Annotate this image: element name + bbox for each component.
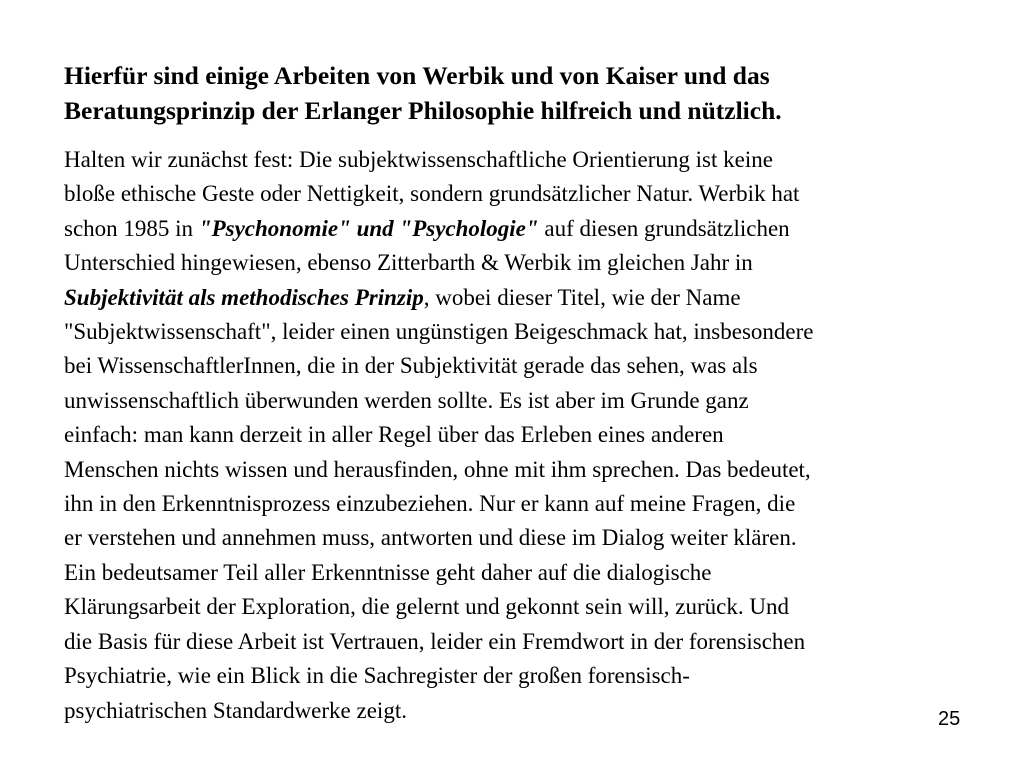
body-line: Klärungsarbeit der Exploration, die gelernt und gekonnt sein will, zurück. Und: [64, 594, 789, 620]
slide-heading: [64, 58, 994, 128]
body-line: [64, 212, 1004, 246]
body-line: psychiatrischen Standardwerke zeigt.: [64, 697, 407, 723]
body-line: einfach: man kann derzeit in aller Regel über das Erleben eines anderen: [64, 422, 724, 448]
body-line: Unterschied hingewiesen, ebenso Zitterbarth & Werbik im gleichen Jahr in: [64, 250, 753, 276]
page-number: 25: [938, 708, 961, 730]
body-line: Halten wir zunächst fest: Die subjektwissenschaftliche Orientierung ist keine: [64, 147, 773, 172]
body-text-segment: schon 1985 in: [64, 215, 199, 241]
body-line: bloße ethische Geste oder Nettigkeit, sondern grundsätzlicher Natur. Werbik hat: [64, 181, 800, 207]
body-line: Menschen nichts wissen und herausfinden, ohne mit ihm sprechen. Das bedeutet,: [64, 456, 811, 482]
body-text-segment: , wobei dieser Titel, wie der Name: [423, 284, 741, 310]
body-line: er verstehen und annehmen muss, antworten und diese im Dialog weiter klären.: [64, 525, 797, 551]
body-paragraph: [64, 143, 1004, 728]
body-line: Ein bedeutsamer Teil aller Erkenntnisse geht daher auf die dialogische: [64, 559, 712, 585]
body-line: bei WissenschaftlerInnen, die in der Subjektivität gerade das sehen, was als: [64, 353, 758, 379]
body-line: [64, 281, 1004, 315]
body-text-segment: auf diesen grundsätzlichen: [538, 215, 790, 241]
body-line: "Subjektwissenschaft", leider einen ungünstigen Beigeschmack hat, insbesondere: [64, 319, 814, 345]
body-line: Psychiatrie, wie ein Blick in die Sachregister der großen forensisch-: [64, 663, 690, 689]
book-title-psychonomie: "Psychonomie" und "Psychologie": [198, 215, 539, 241]
body-line: ihn in den Erkenntnisprozess einzubeziehen. Nur er kann auf meine Fragen, die: [64, 491, 796, 517]
book-title-subjektivitaet: Subjektivität als methodisches Prinzip: [64, 284, 424, 310]
heading-line: Beratungsprinzip der Erlanger Philosophie hilfreich und nützlich.: [64, 96, 782, 125]
body-line: unwissenschaftlich überwunden werden sollte. Es ist aber im Grunde ganz: [64, 387, 749, 413]
body-line: die Basis für diese Arbeit ist Vertrauen, leider ein Fremdwort in der forensischen: [64, 628, 806, 654]
heading-line: Hierfür sind einige Arbeiten von Werbik und von Kaiser und das: [64, 61, 770, 90]
